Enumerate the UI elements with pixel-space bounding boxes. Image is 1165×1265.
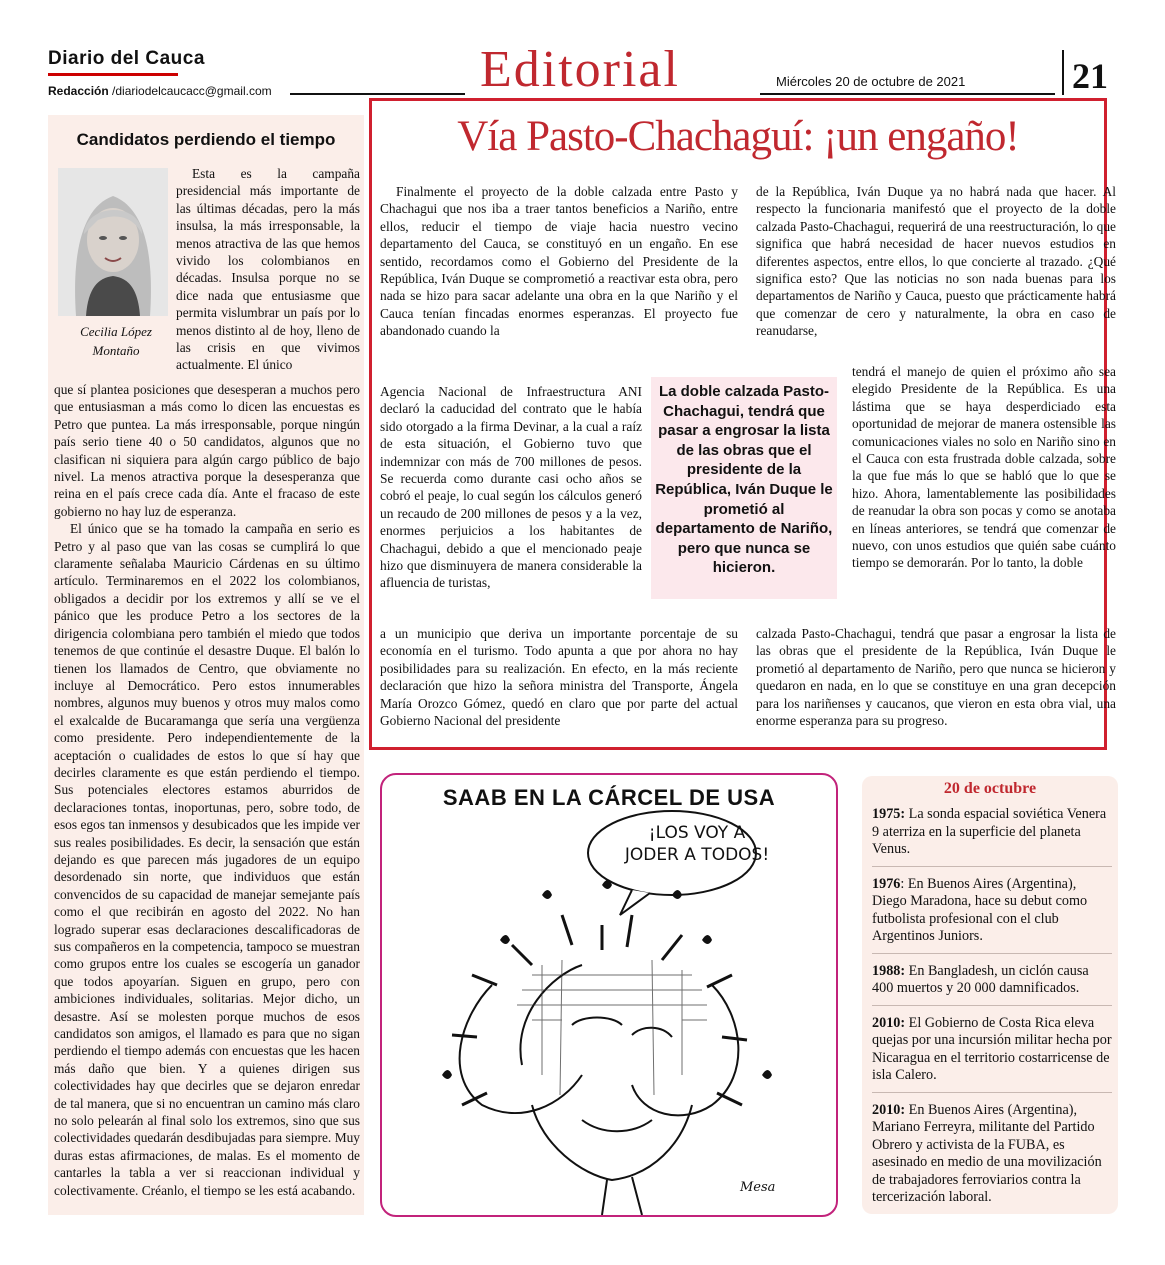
almanac-title: 20 de octubre <box>943 780 1037 797</box>
issue-date: Miércoles 20 de octubre de 2021 <box>776 74 966 89</box>
almanac-item <box>872 1102 1112 1214</box>
page-number-divider <box>1062 50 1064 95</box>
author-portrait <box>58 168 168 316</box>
almanac-text: El Gobierno de Costa Rica eleva quejas por una incursión militar hecha por Nicaragua en el territorio costarricense de isla Calero. <box>872 1014 1112 1083</box>
speech-line-2: JODER A TODOS! <box>624 845 770 865</box>
speech-line-1: ¡LOS VOY A <box>648 823 746 843</box>
almanac-year: 1988: <box>872 962 906 979</box>
cartoon-title: SAAB EN LA CÁRCEL DE USA <box>442 785 776 810</box>
editorial-headline: Vía Pasto-Chachaguí: ¡un engaño! <box>457 113 1019 160</box>
header-rule-right <box>760 93 1055 95</box>
column-intro: Esta es la campaña presidencial más importante de las últimas décadas, pero la más insulsa, la más irresponsable, la menos atractiva de las que hemos vivido los colombianos en décadas. Insulsa porque no se dice nada que entusiasme que permita vislumbrar un país por lo menos distinto al de hoy, lleno de las crisis en que vivimos actualmente. El único <box>176 166 360 373</box>
almanac-item <box>872 876 1112 954</box>
cartoonist-signature: Mesa <box>740 1180 776 1195</box>
column-paragraph: El único que se ha tomado la campaña en serio es Petro y al paso que van las cosas se cumplirá lo que claramente señalaba Mauricio Cárdenas en su último artículo. Terminaremos en el 2022 los colombianos, obligados a decidir por los extremos y allí se ve el pánico que les produce Petro a los sectores de la dirigencia colombiana pero también el miedo que todos tenemos de que continúe el desastre Duque. El balón lo tienen los llamados de Centro, que obviamente no incluye al Democrático. Pero estos innumerables nombres, algunos muy buenos y otros muy malos como el exalcalde de Bucaramanga que sería una vergüenza como presidente. Pero independientemente de la aceptación o cualidades de estos lo que sí hay que decirles claramente es que están perdiendo el tiempo. Sus potenciales electores estamos aburridos de declaraciones tontas, inoportunas, pero, sobre todo, de esos egos tan inmensos y desubicados que les impide ver sus reales posibilidades. Es decir, la sensación que están dejando es que parecen más jugadores de un equipo desordenado sin norte, que individuos que están convencidos de su capacidad de manejar semejante país como el que recibirán en agosto del 2022. No han logrado superar esas declaraciones descalificadoras de sus compañeros en la competencia, tampoco se muestran como grupos entre los cuales se escogería un ganador que todos apoyarían. Siguen en grupo, pero con ambiciones individuales, solitarias. Mejor dicho, un desastre. Así se molesten porque muchos de esos candidatos son amigos, el llamado es para que no sigan perdiendo el tiempo además con encuestas que les hacen más daño que bien. Y a quienes dirigen sus colectividades hay que decirles que se dejaron enredar de tal manera, que si no encuentran un camino más claro no solo pelearán al final solo los extremos, sino que sus colectividades quedarán desdibujadas para siempre. Muy duras estas afirmaciones, de malas. Es el momento de cantarles la tabla a ver si reaccionan individual y colectivamente. Créanlo, el tiempo se les está acabando. <box>54 521 360 1198</box>
redaccion-email: /diariodelcaucacc@gmail.com <box>112 84 272 98</box>
pullquote: La doble calzada Pasto-Chachagui, tendrá que pasar a engrosar la lista de las obras que el presidente de la República, Iván Duque le prometió al departamento de Nariño, pero que nunca se hicieron. <box>655 383 833 577</box>
almanac-year: 1975: <box>872 806 906 822</box>
masthead-rule <box>48 73 178 76</box>
column-body <box>54 381 360 1199</box>
almanac-text: La sonda espacial soviética Venera 9 aterriza en la superficie del planeta Venus. <box>872 806 1107 857</box>
editorial-text-1: Finalmente el proyecto de la doble calzada entre Pasto y Chachagui que nos iba a traer tantos beneficios a Nariño, entre ellos, reducir el tiempo de viaje hacia nuestro vecino departamento del Cauca, se constituyó en un engaño. En ese sentido, recordamos como el Gobierno del Presidente de la República, Iván Duque se comprometió a reactivar esta obra, pero nada se hizo para sacar adelante una obra en la que Nariño y el Cauca tenían fincadas enormes esperanzas. El proyecto fue abandonado cuando la <box>380 184 738 339</box>
redaccion-line <box>48 84 272 98</box>
editorial-text-3: a un municipio que deriva un importante porcentaje de su economía en el turismo. Todo apunta a que por ahora no hay posibilidades para su realización. En efecto, en la más reciente declaración que hizo la señora ministra del Transporte, Ángela María Orozco Gómez, quedó en claro que por parte del actual Gobierno Nacional del presidente <box>380 626 738 729</box>
column-title: Candidatos perdiendo el tiempo <box>76 130 336 149</box>
almanac-text: En Bangladesh, un ciclón causa 400 muertos y 20 000 damnificados. <box>872 962 1089 996</box>
almanac-year: 2010: <box>872 1101 906 1118</box>
section-title: Editorial <box>480 44 680 92</box>
almanac-item <box>872 806 1112 867</box>
header-rule-left <box>290 93 465 95</box>
almanac-text: En Buenos Aires (Argentina), Mariano Ferreyra, militante del Partido Obrero y activista de la FUBA, es asesinado en medio de una movilización de trabajadores ferroviarios contra la tercerización laboral. <box>872 1101 1102 1205</box>
almanac-year: 2010: <box>872 1014 906 1031</box>
editorial-text-5: tendrá el manejo de quien el próximo año sea elegido Presidente de la República. Es una lástima que se haya desperdiciado esta oportunidad de mejorar de manera ostensible las comunicaciones viales no solo en Nariño sino en el Cauca con esta frustrada doble calzada, sobre la que fue más lo que se habló que lo que se hizo. Ahora, lamentablemente las posibilidades de reanudar la obra son pocas y como se anotaba en líneas anteriores, se tendrá que comenzar de nuevo, con unos estudios que quién sabe cuánto tiempo se demorarán. Por lo tanto, la doble <box>852 364 1116 571</box>
column-paragraph: que sí plantea posiciones que desesperan a muchos pero que entusiasman a más como lo dicen las encuestas es Petro que puntea. La más irresponsable, porque ningún país serio tiene 40 o 50 candidatos, algunos que no clasifican ni siquiera para algún cargo público de bajo nivel. La menos atractiva porque la desesperanza que reina en el país crece cada día. Ante el fracaso de este gobierno no hay luz de esperanza. <box>54 382 360 519</box>
almanac-year: 1976 <box>872 875 901 892</box>
editorial-text-4: de la República, Iván Duque ya no habrá nada que hacer. Al respecto la funcionaria manifestó que el proyecto de la doble calzada Pasto-Chachagui, requerirá de una reestructuración, lo que significa que habrá necesidad de hacer nuevos estudios en diferentes aspectos, entre ellos, lo que concierte al trazado. ¿Qué significa esto? Que las noticias no son nada buenas para los departamentos de Nariño y Cauca, puesto que prácticamente habrá que comenzar de cero y naturalmente, la obra en caso de reanudarse, <box>756 184 1116 339</box>
author-caption <box>66 322 166 360</box>
editorial-text-2: Agencia Nacional de Infraestructura ANI declaró la caducidad del contrato que le había sido otorgado a la firma Devinar, a la cual a raíz de esta situación, el Gobierno tuvo que indemnizar con más de 700 millones de pesos. Se recuerda como durante casi ocho años se cobró el peaje, lo cual según los cálculos generó un recaudo de 200 millones de pesos y a la vez, enormes perjuicios a los habitantes de Chachagui, debido a que el mencionado peaje hizo que disminuyera de manera considerable la afluencia de turistas, <box>380 384 642 591</box>
almanac-text: : En Buenos Aires (Argentina), Diego Maradona, hace su debut como futbolista profesional con el club Argentinos Juniors. <box>872 875 1088 944</box>
almanac-item <box>872 1015 1112 1093</box>
almanac-list <box>872 806 1112 1223</box>
page-number: 21 <box>1072 56 1108 96</box>
almanac-item <box>872 963 1112 1006</box>
author-first-name: Cecilia López <box>80 324 152 339</box>
masthead: Diario del Cauca <box>48 48 205 69</box>
speech-bubble-text <box>617 822 777 866</box>
redaccion-label: Redacción <box>48 84 109 98</box>
author-last-name: Montaño <box>92 343 140 358</box>
editorial-text-6: calzada Pasto-Chachagui, tendrá que pasar a engrosar la lista de las obras que el presidente de la República, Iván Duque le prometió al departamento de Nariño, pero que nunca se hicieron y quedaron en nada, en lo que se constituye en una gran decepción para los nariñenses y caucanos, que vieron en esta obra vial, una enorme esperanza para su progreso. <box>756 626 1116 729</box>
